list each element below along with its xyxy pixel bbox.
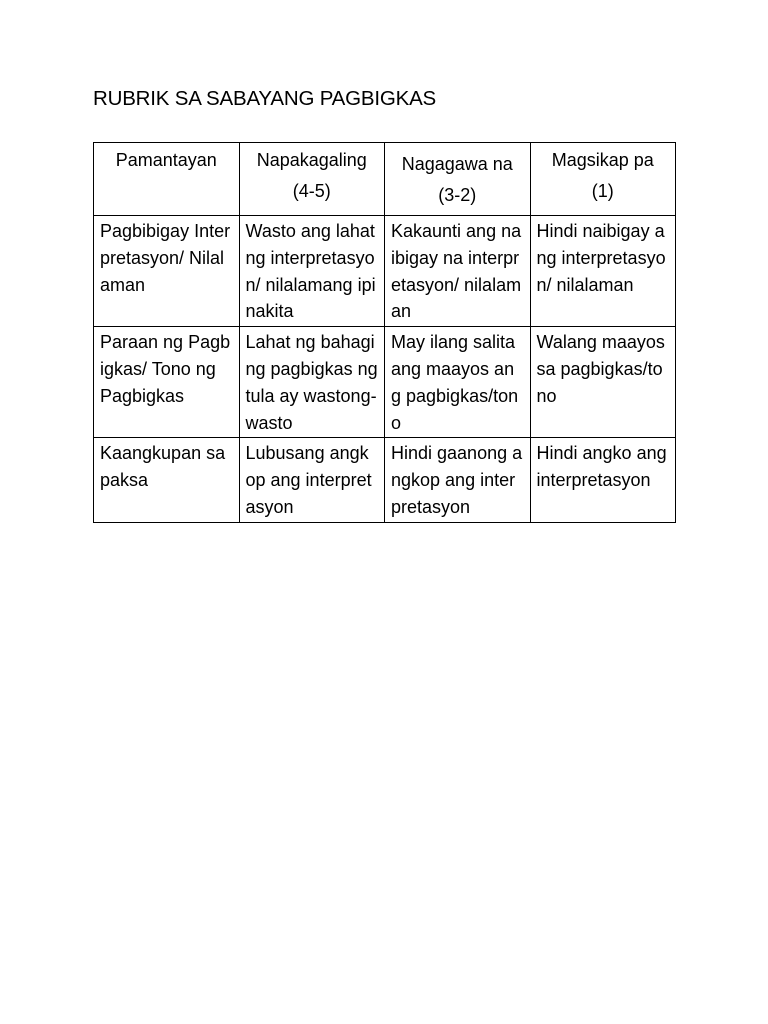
table-row — [94, 438, 676, 522]
header-magsikap — [530, 143, 676, 216]
criterion-cell: Pagbibigay Interpretasyon/ Nilalaman — [94, 216, 240, 327]
rubric-table — [93, 142, 676, 523]
header-nagagawa — [385, 143, 531, 216]
header-range: (4-5) — [292, 181, 331, 201]
table-row — [94, 327, 676, 438]
magsikap-cell: Hindi angko ang interpretasyon — [530, 438, 676, 522]
header-range: (1) — [591, 181, 614, 201]
header-label: Napakagaling — [256, 150, 367, 170]
nagagawa-cell: Kakaunti ang naibigay na interpretasyon/ nilalaman — [385, 216, 531, 327]
header-label: Magsikap pa — [551, 150, 654, 170]
napakagaling-cell: Wasto ang lahat ng interpretasyon/ nilalamang ipinakita — [239, 216, 385, 327]
table-row — [94, 216, 676, 327]
nagagawa-cell: Hindi gaanong angkop ang interpretasyon — [385, 438, 531, 522]
header-pamantayan — [94, 143, 240, 216]
header-range: (3-2) — [438, 184, 477, 205]
header-label: Pamantayan — [115, 150, 217, 170]
nagagawa-cell: May ilang salita ang maayos ang pagbigkas/tono — [385, 327, 531, 438]
criterion-cell: Kaangkupan sa paksa — [94, 438, 240, 522]
magsikap-cell: Walang maayos sa pagbigkas/tono — [530, 327, 676, 438]
document-title: RUBRIK SA SABAYANG PAGBIGKAS — [93, 87, 437, 110]
header-label: Nagagawa na — [401, 153, 513, 174]
napakagaling-cell: Lahat ng bahaging pagbigkas ng tula ay wastong-wasto — [239, 327, 385, 438]
header-row — [94, 143, 676, 216]
magsikap-cell: Hindi naibigay ang interpretasyon/ nilalaman — [530, 216, 676, 327]
header-napakagaling — [239, 143, 385, 216]
criterion-cell: Paraan ng Pagbigkas/ Tono ng Pagbigkas — [94, 327, 240, 438]
napakagaling-cell: Lubusang angkop ang interpretasyon — [239, 438, 385, 522]
